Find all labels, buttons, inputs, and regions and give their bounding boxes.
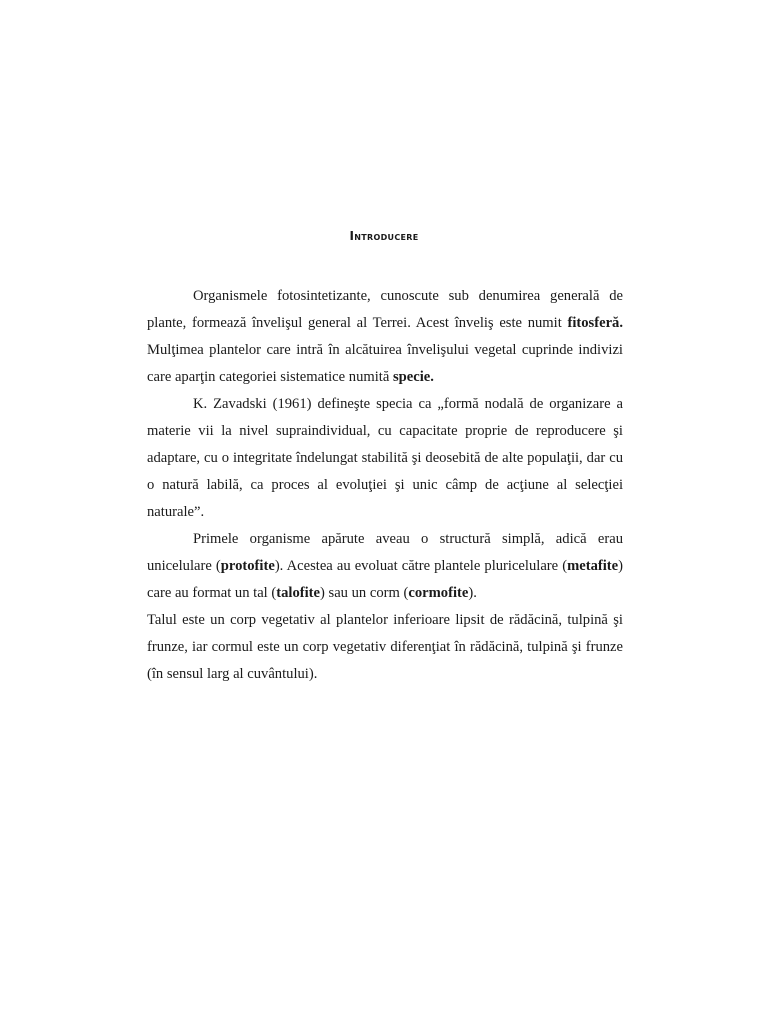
paragraph-zavadski bbox=[147, 391, 623, 526]
bold-term-specie: specie. bbox=[392, 369, 434, 385]
paragraph-text: ). Acestea au evoluat către plantele pluricelulare ( bbox=[274, 558, 568, 574]
bold-term-cormofite: cormofite bbox=[408, 585, 469, 601]
paragraph-text: ) care au format un tal ( bbox=[147, 558, 623, 601]
bold-term-metafite: metafite bbox=[567, 558, 619, 574]
paragraph-talul bbox=[147, 607, 623, 688]
paragraph-text: ). bbox=[468, 585, 477, 601]
paragraph-primele-organisme bbox=[147, 526, 623, 607]
bold-term-fitosfera: fitosferă. bbox=[567, 315, 623, 331]
bold-term-protofite: protofite bbox=[220, 558, 275, 574]
paragraph-text: Primele organisme apărute aveau o structură simplă, adică erau unicelulare ( bbox=[147, 531, 623, 574]
page-title: Introducere bbox=[349, 229, 419, 243]
document-body bbox=[147, 283, 623, 688]
paragraph-text: Organismele fotosintetizante, cunoscute sub denumirea generală de plante, formează învelişul general al Terrei. Acest înveliş este numit bbox=[147, 288, 623, 331]
bold-term-talofite: talofite bbox=[276, 585, 321, 601]
paragraph-text: Mulţimea plantelor care intră în alcătuirea învelişului vegetal cuprinde indivizi care aparţin categoriei sistematice numită bbox=[147, 342, 623, 385]
paragraph-fitosfera bbox=[147, 283, 623, 391]
paragraph-text: Talul este un corp vegetativ al plantelor inferioare lipsit de rădăcină, tulpină şi frunze, iar cormul este un corp vegetativ diferenţiat în rădăcină, tulpină şi frunze (în sensul larg al cuvântului). bbox=[147, 612, 623, 682]
paragraph-text: K. Zavadski (1961) defineşte specia ca „formă nodală de organizare a materie vii la nivel supraindividual, cu capacitate proprie de reproducere şi adaptare, cu o integritate îndelungat stabilită şi deosebită de alte populaţii, dar cu o natură labilă, ca proces al evoluţiei şi unic câmp de acţiune al selecţiei naturale”. bbox=[147, 396, 623, 520]
paragraph-text: ) sau un corm ( bbox=[320, 585, 409, 601]
